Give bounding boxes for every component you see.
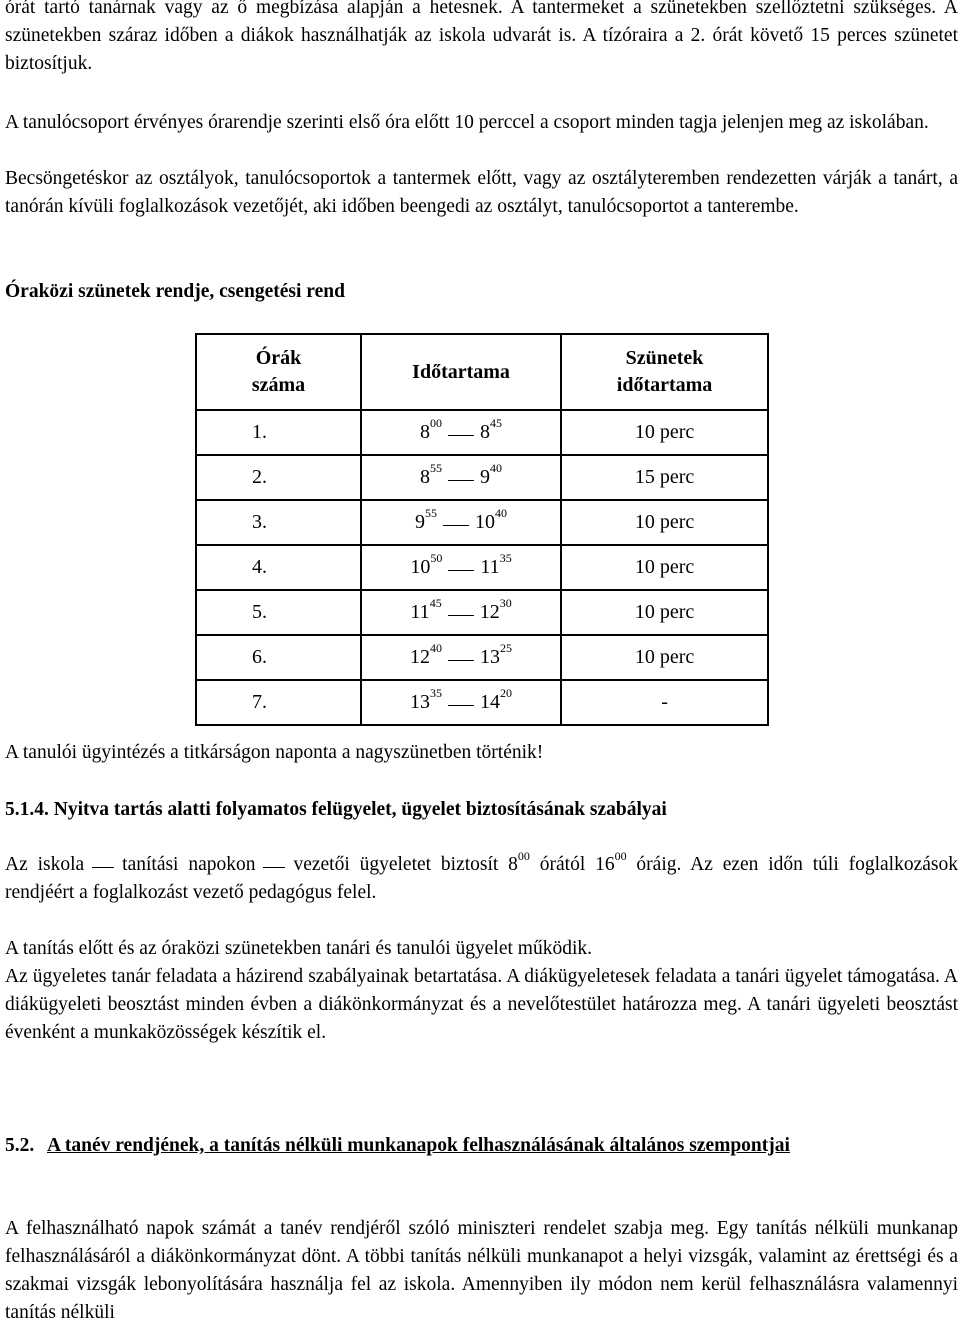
table-row [196, 635, 768, 680]
bell-schedule-table [195, 333, 769, 726]
header-break-duration: Szünetek időtartama [561, 334, 768, 410]
section-52-heading [5, 1132, 855, 1160]
lesson-number-cell: 4. [196, 545, 361, 590]
lesson-time-cell: $11^{45}$ $12^{30}$ [361, 590, 561, 635]
section-514-paragraph-3: Az ügyeletes tanár feladata a házirend szabályainak betartatása. A diákügyeletesek feladata a tanári ügyelet támogatása. A diákügyeleti beosztást minden évben a diákönkormányzat és a nevelőtestület határozza meg. A tanári ügyeleti beosztást évenként a munkaközösségek készítik el. [5, 966, 958, 1043]
lesson-time-cell: $8^{00}$ $8^{45}$ [361, 410, 561, 455]
admin-notice: A tanulói ügyintézés a titkárságon naponta a nagyszünetben történik! [5, 742, 544, 763]
break-duration-cell: - [561, 680, 768, 725]
section-514-heading [5, 796, 667, 824]
arrival-paragraph: A tanulócsoport érvényes órarendje szerinti első óra előtt 10 perccel a csoport minden tagja jelenjen meg az iskolában. [5, 112, 929, 133]
lesson-time-cell: $12^{40}$ $13^{25}$ [361, 635, 561, 680]
lesson-number-cell: 1. [196, 410, 361, 455]
lesson-time-cell: $8^{55}$ $9^{40}$ [361, 455, 561, 500]
break-duration-cell: 10 perc [561, 635, 768, 680]
table-row [196, 455, 768, 500]
section-514-number: 5.1.4. [5, 799, 49, 820]
section-52-number: 5.2. [5, 1135, 35, 1156]
lesson-number-cell: 6. [196, 635, 361, 680]
bell-schedule-heading: Óraközi szünetek rendje, csengetési rend [5, 281, 345, 302]
break-duration-cell: 10 perc [561, 500, 768, 545]
table-row [196, 590, 768, 635]
lesson-time-cell: $13^{35}$ $14^{20}$ [361, 680, 561, 725]
table-row [196, 680, 768, 725]
table-row [196, 500, 768, 545]
intro-paragraph: órát tartó tanárnak vagy az ő megbízása alapján a hetesnek. A tantermeket a szünetekben szellőztetni szükséges. A szünetekben száraz időben a diákok használhatják az iskola udvarát is. A tízóraira a 2. órát követő 15 perces szünetet biztosítjuk. [5, 0, 958, 74]
table-row [196, 545, 768, 590]
break-duration-cell: 10 perc [561, 410, 768, 455]
header-duration: Időtartama [361, 334, 561, 410]
section-514-paragraph-2: A tanítás előtt és az óraközi szünetekben tanári és tanulói ügyelet működik. [5, 938, 592, 959]
lesson-time-cell: $10^{50}$ $11^{35}$ [361, 545, 561, 590]
section-514-paragraph-1: Az iskola tanítási napokon vezetői ügyeletet biztosít $8^{00}$ órától $16^{00}$ óráig. Az ezen időn túli foglalkozások rendjéért a foglalkozást vezető pedagógus felel. [5, 848, 958, 903]
lesson-number-cell: 3. [196, 500, 361, 545]
lesson-time-cell: $9^{55}$ $10^{40}$ [361, 500, 561, 545]
lesson-number-cell: 7. [196, 680, 361, 725]
break-duration-cell: 10 perc [561, 545, 768, 590]
section-514-title: Nyitva tartás alatti folyamatos felügyelet, ügyelet biztosításának szabályai [53, 799, 667, 820]
break-duration-cell: 15 perc [561, 455, 768, 500]
lesson-number-cell: 2. [196, 455, 361, 500]
section-52-paragraph-1: A felhasználható napok számát a tanév rendjéről szóló miniszteri rendelet szabja meg. Egy tanítás nélküli munkanap felhasználásáról a diákönkormányzat dönt. A többi tanítás nélküli munkanapot a helyi vizsgák, valamint az érettségi és a szakmai vizsgák lebonyolítására használja fel az iskola. Amennyiben ily módon nem kerül felhasználásra valamennyi tanítás nélküli [5, 1218, 958, 1323]
header-lesson-number: Órák száma [196, 334, 361, 410]
section-52-title: A tanév rendjének, a tanítás nélküli munkanapok felhasználásának általános szempontjai [47, 1135, 790, 1156]
table-header-row [196, 334, 768, 410]
bell-ring-paragraph: Becsöngetéskor az osztályok, tanulócsoportok a tantermek előtt, vagy az osztályteremben rendezetten várják a tanárt, a tanórán kívüli foglalkozások vezetőjét, aki időben beengedi az osztályt, tanulócsoportot a tanterembe. [5, 168, 958, 217]
break-duration-cell: 10 perc [561, 590, 768, 635]
table-row [196, 410, 768, 455]
lesson-number-cell: 5. [196, 590, 361, 635]
